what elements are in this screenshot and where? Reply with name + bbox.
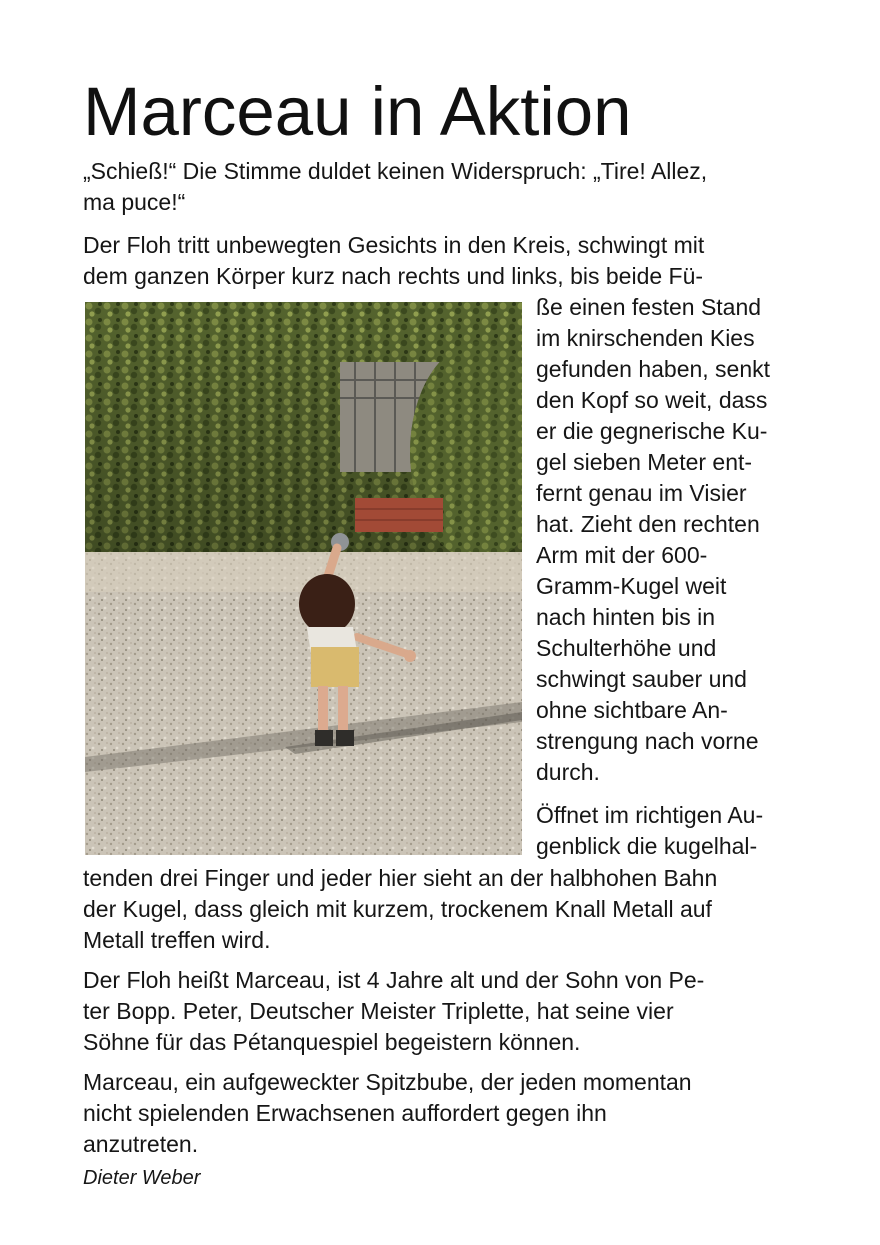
body-line: Schulterhöhe und [536, 635, 717, 661]
body-line: nach hinten bis in [536, 604, 716, 630]
body-line: Marceau, ein aufgeweckter Spitzbube, der jeden momentan [83, 1069, 692, 1095]
body-line: ter Bopp. Peter, Deutscher Meister Triplette, hat seine vier [83, 998, 674, 1024]
body-line: ohne sichtbare An- [536, 697, 728, 723]
body-line: im knirschenden Kies [536, 325, 755, 351]
body-line: schwingt sauber und [536, 666, 747, 692]
body-line: strengung nach vorne [536, 728, 759, 754]
body-line: durch. [536, 759, 600, 785]
body-line: Der Floh tritt unbewegten Gesichts in den Kreis, schwingt mit [83, 232, 705, 258]
body-line: hat. Zieht den rechten [536, 511, 760, 537]
body-line: der Kugel, dass gleich mit kurzem, trockenem Knall Metall auf [83, 896, 712, 922]
body-line: Metall treffen wird. [83, 927, 271, 953]
body-line: genblick die kugelhal- [536, 833, 758, 859]
article-photo [85, 302, 522, 855]
body-line: Der Floh heißt Marceau, ist 4 Jahre alt und der Sohn von Pe- [83, 967, 705, 993]
body-line: fernt genau im Visier [536, 480, 747, 506]
body-line: nicht spielenden Erwachsenen auffordert gegen ihn [83, 1100, 607, 1126]
body-line: ße einen festen Stand [536, 294, 762, 320]
body-line: er die gegnerische Ku- [536, 418, 768, 444]
body-line: Gramm-Kugel weit [536, 573, 727, 599]
body-line: Arm mit der 600- [536, 542, 708, 568]
body-line: Söhne für das Pétanquespiel begeistern können. [83, 1029, 581, 1055]
body-line: tenden drei Finger und jeder hier sieht an der halbhohen Bahn [83, 865, 718, 891]
body-line: gel sieben Meter ent- [536, 449, 753, 475]
body-line: „Schieß!“ Die Stimme duldet keinen Widerspruch: „Tire! Allez, [83, 158, 708, 184]
body-line: dem ganzen Körper kurz nach rechts und links, bis beide Fü- [83, 263, 704, 289]
body-line: anzutreten. [83, 1131, 199, 1157]
author-byline: Dieter Weber [83, 1167, 201, 1189]
article-title: Marceau in Aktion [83, 73, 632, 150]
body-line: ma puce!“ [83, 189, 186, 215]
body-line: Öffnet im richtigen Au- [536, 802, 764, 828]
body-line: gefunden haben, senkt [536, 356, 771, 382]
body-line: den Kopf so weit, dass [536, 387, 768, 413]
